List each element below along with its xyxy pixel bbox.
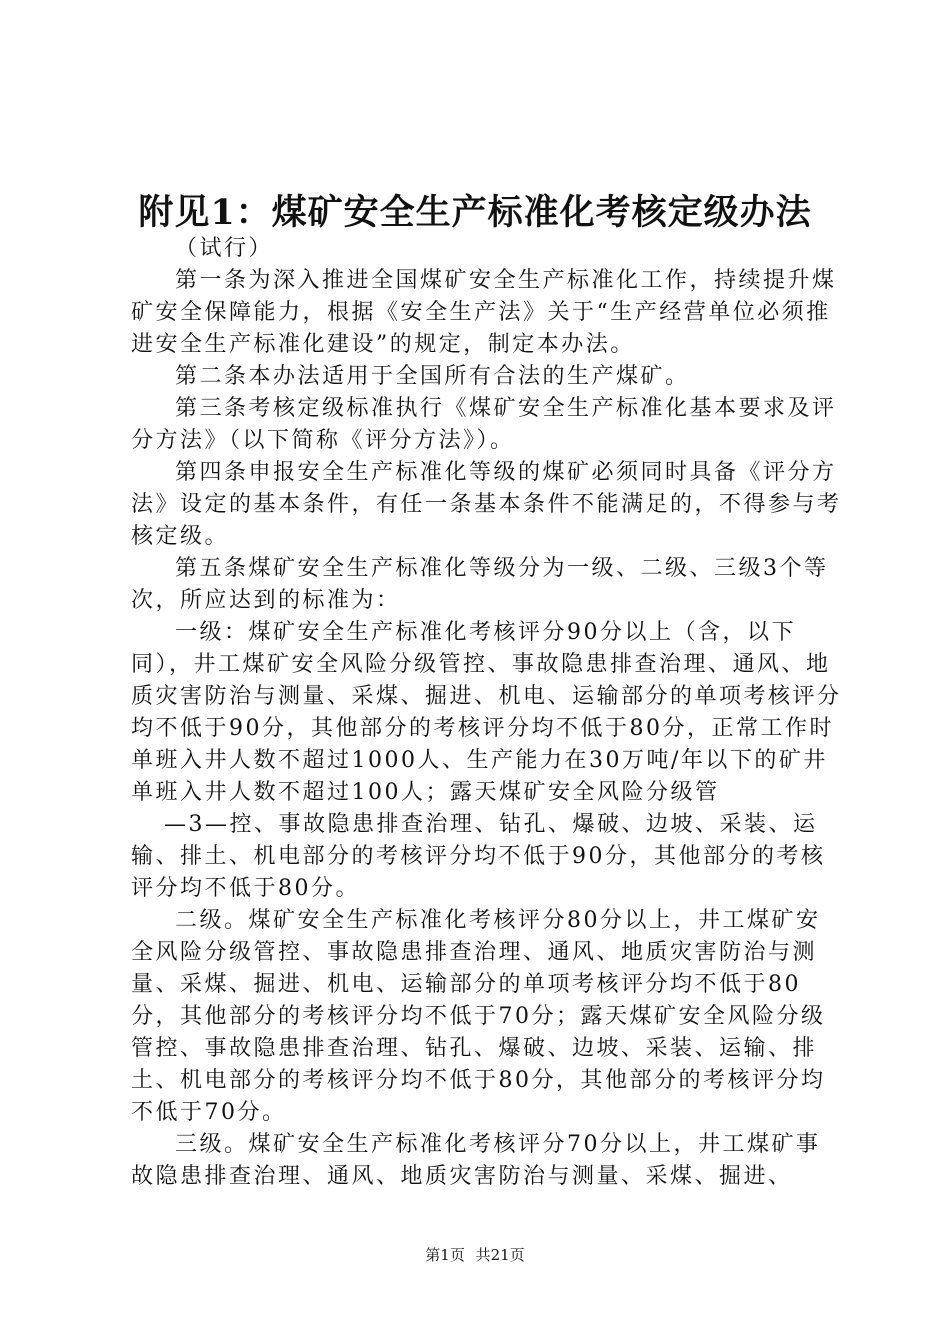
page-number: 第1页 (425, 1246, 465, 1264)
paragraph-article-2: 第二条本办法适用于全国所有合法的生产煤矿。 (175, 364, 690, 389)
paragraph-level-1: 一级：煤矿安全生产标准化考核评分90分以上（含，以下同），井工煤矿安全风险分级管控、事故隐患排查治理、通风、地质灾害防治与测量、采煤、掘进、机电、运输部分的单项考核评分均不低于90分，其他部分的考核评分均不低于80分，正常工作时单班入井人数不超过1000人、生产能力在30万吨/年以下的矿井单班入井人数不超过100人；露天煤矿安全风险分级管 (131, 620, 842, 805)
document-subtitle: （试行） (175, 236, 274, 261)
paragraph-article-5: 第五条煤矿安全生产标准化等级分为一级、二级、三级3个等次，所应达到的标准为： (131, 556, 829, 613)
paragraph-article-1: 第一条为深入推进全国煤矿安全生产标准化工作，持续提升煤矿安全保障能力，根据《安全生产法》关于“生产经营单位必须推进安全生产标准化建设”的规定，制定本办法。 (131, 268, 837, 357)
document-body (131, 233, 843, 1193)
document-title: 附见1：煤矿安全生产标准化考核定级办法 (138, 192, 812, 233)
paragraph-level-3: 三级。煤矿安全生产标准化考核评分70分以上，井工煤矿事故隐患排查治理、通风、地质灾害防治与测量、采煤、掘进、 (131, 1132, 821, 1189)
paragraph-article-4: 第四条申报安全生产标准化等级的煤矿必须同时具备《评分方法》设定的基本条件，有任一条基本条件不能满足的，不得参与考核定级。 (131, 460, 842, 549)
page-footer (0, 1244, 950, 1265)
paragraph-level-2: 二级。煤矿安全生产标准化考核评分80分以上，井工煤矿安全风险分级管控、事故隐患排查治理、通风、地质灾害防治与测量、采煤、掘进、机电、运输部分的单项考核评分均不低于80分，其他部分的考核评分均不低于70分；露天煤矿安全风险分级管控、事故隐患排查治理、钻孔、爆破、边坡、采装、运输、排土、机电部分的考核评分均不低于80分，其他部分的考核评分均不低于70分。 (131, 908, 826, 1125)
page-total: 共21页 (475, 1246, 525, 1264)
paragraph-level-1-continued: —3—控、事故隐患排查治理、钻孔、爆破、边坡、采装、运输、排土、机电部分的考核评分均不低于90分，其他部分的考核评分均不低于80分。 (131, 812, 826, 901)
paragraph-article-3: 第三条考核定级标准执行《煤矿安全生产标准化基本要求及评分方法》（以下简称《评分方法》）。 (131, 396, 837, 453)
